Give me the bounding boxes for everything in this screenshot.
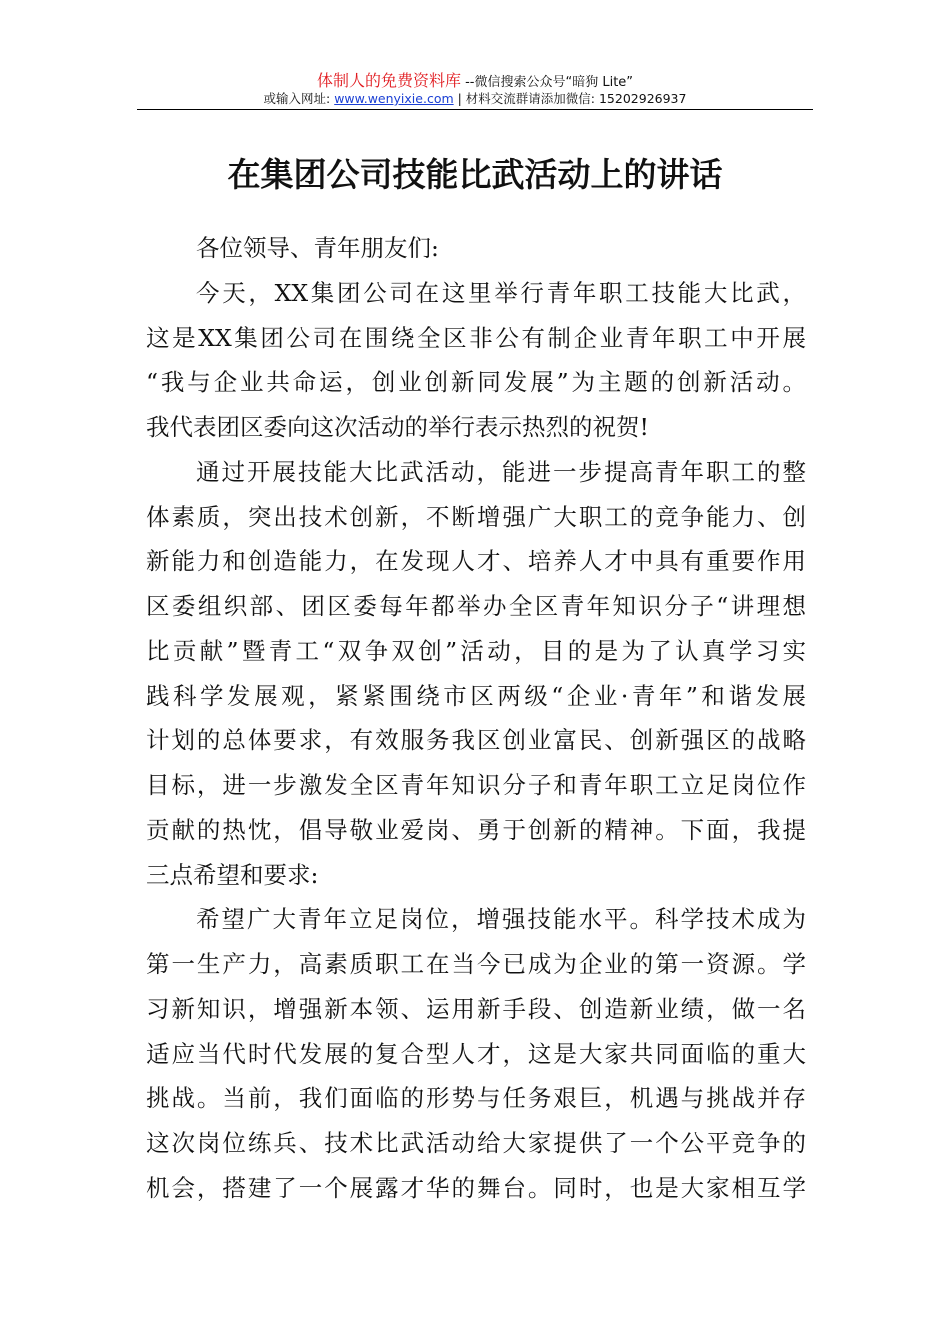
text-line: 体素质，突出技术创新，不断增强广大职工的竞争能力、创: [146, 502, 806, 531]
document-body: [146, 226, 806, 1211]
text-line: 这是XX集团公司在围绕全区非公有制企业青年职工中开展: [146, 323, 806, 352]
brand-text: 体制人的免费资料库: [316, 71, 461, 90]
text-line: 希望广大青年立足岗位，增强技能水平。科学技术成为: [196, 905, 806, 934]
text-line: 我代表团区委向这次活动的举行表示热烈的祝贺!: [146, 413, 649, 441]
contact-text: | 材料交流群请添加微信: 15202926937: [453, 91, 687, 106]
text-line: 适应当代时代发展的复合型人才，这是大家共同面临的重大: [146, 1039, 806, 1068]
text-line: 挑战。当前，我们面临的形势与任务艰巨，机遇与挑战并存: [146, 1084, 806, 1113]
text-line: “我与企业共命运，创业创新同发展”为主题的创新活动。: [146, 368, 806, 397]
text-line: 贡献的热忱，倡导敬业爱岗、勇于创新的精神。下面，我提: [146, 815, 806, 844]
text-line: 机会，搭建了一个展露才华的舞台。同时，也是大家相互学: [146, 1173, 806, 1202]
text-line: 践科学发展观，紧紧围绕市区两级“企业·青年”和谐发展: [146, 681, 806, 710]
document-title: 在集团公司技能比武活动上的讲话: [227, 155, 723, 194]
brand-suffix: --微信搜索公众号“暗狗 Lite”: [460, 75, 634, 90]
text-line: 这次岗位练兵、技术比武活动给大家提供了一个公平竞争的: [146, 1129, 806, 1157]
text-line: 三点希望和要求:: [146, 860, 319, 889]
text-line: 计划的总体要求，有效服务我区创业富民、创新强区的战略: [146, 726, 806, 755]
text-line: 比贡献”暨青工“双争双创”活动，目的是为了认真学习实: [146, 636, 806, 665]
header-divider: [137, 109, 813, 110]
header-contact: [0, 91, 950, 107]
text-line: 第一生产力，高素质职工在当今已成为企业的第一资源。学: [146, 950, 806, 978]
text-line: 各位领导、青年朋友们:: [196, 234, 439, 262]
text-line: 今天，XX集团公司在这里举行青年职工技能大比武，: [196, 278, 806, 307]
text-line: 习新知识，增强新本领、运用新手段、创造新业绩，做一名: [146, 994, 806, 1023]
text-line: 区委组织部、团区委每年都举办全区青年知识分子“讲理想: [146, 592, 806, 620]
website-link[interactable]: www.wenyixie.com: [334, 91, 454, 106]
url-prefix: 或输入网址:: [263, 91, 335, 106]
text-line: 通过开展技能大比武活动，能进一步提高青年职工的整: [196, 457, 806, 486]
text-line: 新能力和创造能力，在发现人才、培养人才中具有重要作用: [146, 547, 806, 576]
text-line: 目标，进一步激发全区青年知识分子和青年职工立足岗位作: [146, 771, 806, 799]
header-banner: [0, 72, 950, 92]
